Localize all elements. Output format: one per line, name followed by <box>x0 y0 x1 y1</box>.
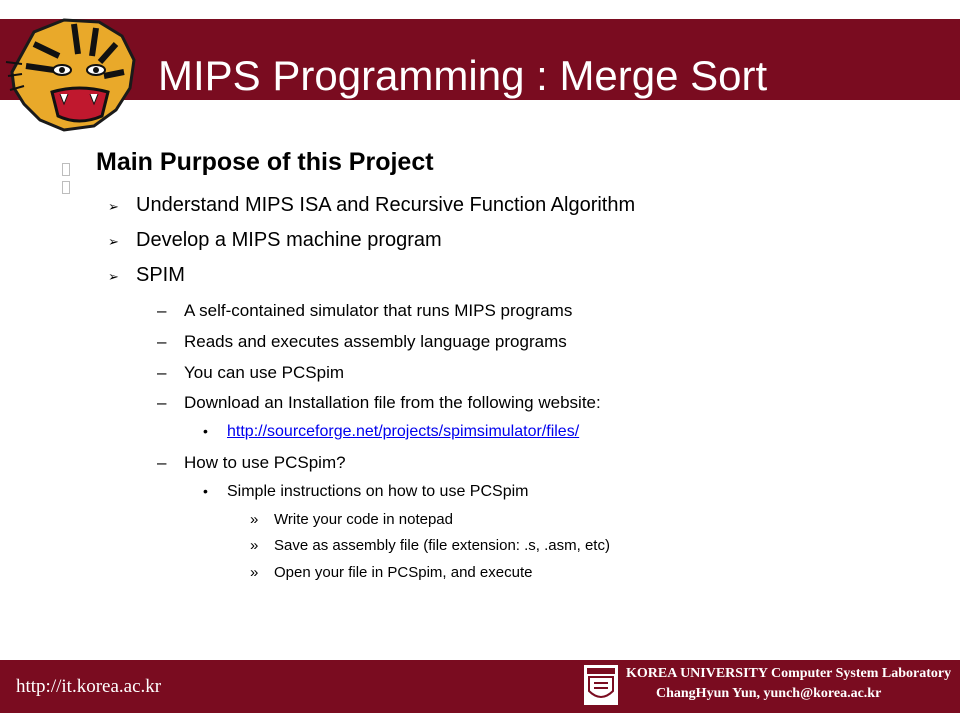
instruction-save: Save as assembly file (file extension: .s, .asm, etc) <box>274 537 610 554</box>
dash-bullet-icon: – <box>157 363 167 382</box>
spim-item-reads: Reads and executes assembly language programs <box>184 332 567 351</box>
arrow-bullet-icon: ➢ <box>108 199 119 214</box>
spim-item-simulator: A self-contained simulator that runs MIPS programs <box>184 301 573 320</box>
download-link[interactable]: http://sourceforge.net/projects/spimsimulator/files/ <box>227 423 580 440</box>
dash-bullet-icon: – <box>157 301 167 320</box>
spim-item-pcspim: You can use PCSpim <box>184 363 345 382</box>
how-to-use-item: How to use PCSpim? <box>184 453 346 472</box>
footer-author-line: ChangHyun Yun, yunch@korea.ac.kr <box>656 686 882 701</box>
korea-university-emblem-icon <box>584 665 618 705</box>
chevron-bullet-icon: » <box>250 511 259 528</box>
arrow-bullet-icon: ➢ <box>108 269 119 284</box>
dash-bullet-icon: – <box>157 393 167 412</box>
dash-bullet-icon: – <box>157 332 167 351</box>
arrow-bullet-icon: ➢ <box>108 234 119 249</box>
footer-org-line: KOREA UNIVERSITY Computer System Laboratory <box>626 666 952 681</box>
dot-bullet-icon: • <box>203 483 208 499</box>
bullet-understand-mips: Understand MIPS ISA and Recursive Function Algorithm <box>136 194 636 216</box>
spim-item-download: Download an Installation file from the following website: <box>184 393 601 412</box>
dot-bullet-icon: • <box>203 423 208 439</box>
dash-bullet-icon: – <box>157 453 167 472</box>
tiger-logo-icon <box>4 14 144 132</box>
instructions-title: Simple instructions on how to use PCSpim <box>227 483 529 500</box>
slide-title: MIPS Programming : Merge Sort <box>158 52 768 99</box>
bullet-spim: SPIM <box>136 264 185 286</box>
heading-bullet-icon <box>62 163 80 176</box>
footer-url: http://it.korea.ac.kr <box>16 676 162 697</box>
main-purpose-heading: Main Purpose of this Project <box>96 148 434 176</box>
bullet-develop-program: Develop a MIPS machine program <box>136 229 442 251</box>
chevron-bullet-icon: » <box>250 537 259 554</box>
instruction-open: Open your file in PCSpim, and execute <box>274 564 533 581</box>
chevron-bullet-icon: » <box>250 564 259 581</box>
instruction-write: Write your code in notepad <box>274 511 453 528</box>
